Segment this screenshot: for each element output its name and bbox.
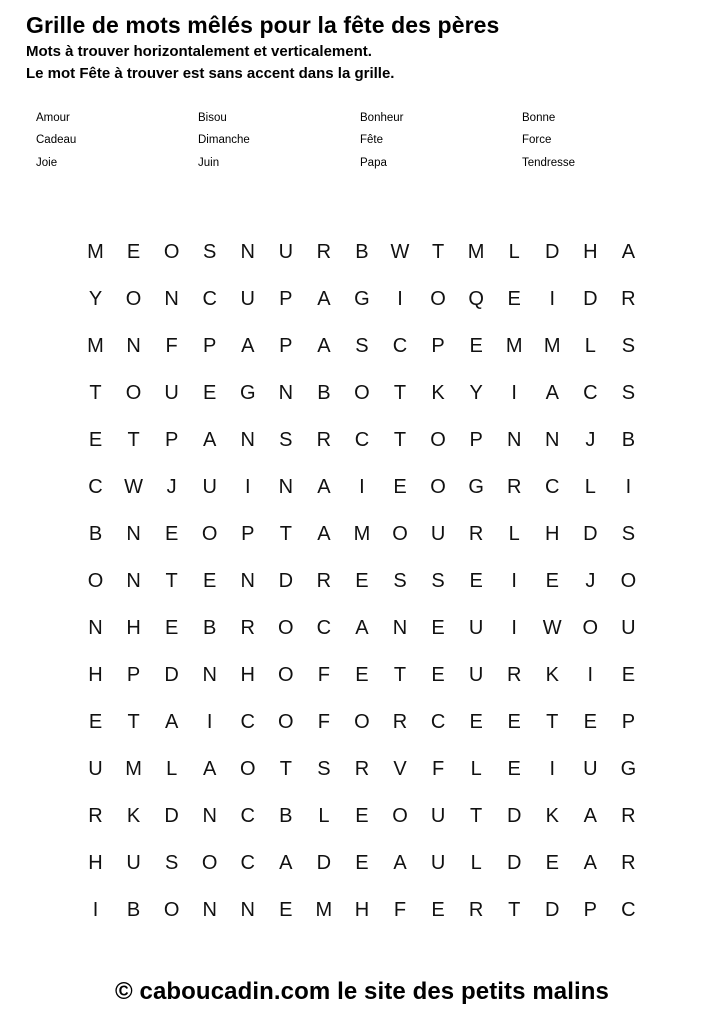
grid-cell[interactable]: U [88, 757, 103, 780]
grid-cell[interactable]: D [545, 898, 560, 921]
grid-cell[interactable]: O [239, 757, 256, 780]
grid-cell[interactable]: E [203, 381, 217, 404]
grid-cell[interactable]: E [88, 710, 103, 733]
grid-cell[interactable]: P [469, 428, 483, 451]
grid-cell[interactable]: J [585, 428, 596, 451]
grid-cell[interactable]: Y [469, 381, 483, 404]
grid-row [79, 651, 645, 698]
word-item: Amour [36, 111, 70, 124]
grid-cell[interactable]: T [127, 710, 140, 733]
grid-cell[interactable]: S [355, 334, 369, 357]
word-item: Dimanche [198, 134, 250, 147]
grid-cell[interactable]: G [239, 381, 256, 404]
grid-cell[interactable]: O [278, 616, 294, 639]
grid-row [79, 416, 645, 463]
grid-cell[interactable]: H [354, 898, 370, 921]
grid-cell[interactable]: N [545, 428, 560, 451]
word-item: Fête [360, 134, 384, 147]
word-item: Bisou [198, 111, 227, 124]
grid-cell[interactable]: W [390, 240, 410, 263]
grid-cell[interactable]: D [545, 240, 560, 263]
subtitle-line-2: Le mot Fête à trouver est sans accent dans la grille. [26, 64, 395, 82]
grid-cell[interactable]: R [316, 240, 332, 263]
grid-cell[interactable]: I [206, 710, 213, 733]
grid-cell[interactable]: A [393, 851, 407, 874]
grid-cell[interactable]: R [468, 898, 484, 921]
grid-cell[interactable]: C [240, 851, 255, 874]
grid-cell[interactable]: I [359, 475, 365, 498]
grid-cell[interactable]: J [166, 475, 177, 498]
grid-cell[interactable]: W [542, 616, 562, 639]
grid-cell[interactable]: L [470, 757, 482, 780]
grid-cell[interactable]: O [201, 851, 218, 874]
grid-cell[interactable]: C [88, 475, 103, 498]
grid-row [79, 228, 645, 275]
grid-cell[interactable]: D [316, 851, 332, 874]
grid-cell[interactable]: I [92, 898, 99, 921]
grid-cell[interactable]: T [127, 428, 140, 451]
grid-row [79, 886, 645, 933]
grid-cell[interactable]: B [621, 428, 636, 451]
grid-row [79, 792, 645, 839]
grid-cell[interactable]: A [203, 428, 217, 451]
grid-cell[interactable]: E [545, 851, 559, 874]
grid-cell[interactable]: O [354, 710, 370, 733]
grid-cell[interactable]: F [431, 757, 445, 780]
page-header [0, 0, 724, 85]
grid-cell[interactable]: R [316, 428, 332, 451]
grid-cell[interactable]: R [621, 804, 636, 827]
grid-cell[interactable]: U [468, 663, 484, 686]
grid-cell[interactable]: D [164, 804, 179, 827]
grid-cell[interactable]: E [279, 898, 293, 921]
grid-cell[interactable]: T [393, 428, 407, 451]
grid-cell[interactable]: N [164, 287, 179, 310]
grid-cell[interactable]: U [583, 757, 598, 780]
footer-credit: © caboucadin.com le site des petits malins [114, 978, 610, 1005]
grid-cell[interactable]: S [393, 569, 407, 592]
grid-cell[interactable]: M [543, 334, 561, 357]
grid-cell[interactable]: A [317, 522, 331, 545]
grid-cell[interactable]: E [469, 569, 483, 592]
grid-cell[interactable]: N [240, 428, 255, 451]
grid-cell[interactable]: B [317, 381, 331, 404]
grid-cell[interactable]: B [203, 616, 217, 639]
grid-cell[interactable]: O [125, 381, 142, 404]
grid-cell[interactable]: I [511, 616, 517, 639]
grid-cell[interactable]: N [278, 475, 294, 498]
grid-cell[interactable]: L [508, 240, 520, 263]
grid-cell[interactable]: C [545, 475, 560, 498]
grid-cell[interactable]: E [88, 428, 103, 451]
grid-cell[interactable]: E [355, 663, 369, 686]
grid-cell[interactable]: R [354, 757, 370, 780]
grid-cell[interactable]: R [88, 804, 103, 827]
grid-cell[interactable]: Y [88, 287, 103, 310]
grid-cell[interactable]: T [89, 381, 102, 404]
grid-cell[interactable]: E [507, 710, 521, 733]
word-item: Juin [198, 156, 220, 169]
word-list-column-1 [36, 113, 198, 181]
word-search-grid [79, 228, 645, 933]
grid-row [79, 604, 645, 651]
grid-cell[interactable]: E [203, 569, 217, 592]
grid-cell[interactable]: O [392, 522, 408, 545]
grid-cell[interactable]: R [621, 287, 636, 310]
subtitle-line-1: Mots à trouver horizontalement et verticalement. [26, 43, 372, 61]
grid-cell[interactable]: P [621, 710, 636, 733]
grid-cell[interactable]: I [625, 475, 632, 498]
grid-cell[interactable]: R [316, 569, 332, 592]
grid-cell[interactable]: I [397, 287, 403, 310]
grid-cell[interactable]: S [164, 851, 179, 874]
grid-cell[interactable]: U [468, 616, 484, 639]
grid-cell[interactable]: N [202, 898, 217, 921]
grid-cell[interactable]: E [431, 898, 445, 921]
grid-cell[interactable]: A [583, 851, 597, 874]
grid-cell[interactable]: A [317, 334, 331, 357]
grid-cell[interactable]: A [355, 616, 369, 639]
grid-cell[interactable]: P [164, 428, 179, 451]
word-list-column-4 [522, 113, 684, 181]
grid-cell[interactable]: I [587, 663, 594, 686]
grid-cell[interactable]: U [240, 287, 255, 310]
grid-cell[interactable]: T [431, 240, 445, 263]
grid-cell[interactable]: N [240, 240, 255, 263]
grid-cell[interactable]: L [166, 757, 178, 780]
grid-cell[interactable]: U [126, 851, 141, 874]
word-item: Joie [36, 156, 58, 169]
grid-cell[interactable]: A [317, 475, 331, 498]
grid-cell[interactable]: B [355, 240, 369, 263]
grid-cell[interactable]: F [317, 663, 330, 686]
grid-cell[interactable]: O [201, 522, 218, 545]
grid-cell[interactable]: Q [468, 287, 484, 310]
grid-cell[interactable]: K [431, 381, 445, 404]
grid-cell[interactable]: R [240, 616, 255, 639]
grid-cell[interactable]: O [582, 616, 599, 639]
grid-cell[interactable]: F [165, 334, 178, 357]
grid-cell[interactable]: E [469, 710, 483, 733]
grid-cell[interactable]: U [430, 804, 446, 827]
grid-cell[interactable]: O [354, 381, 370, 404]
grid-cell[interactable]: W [124, 475, 143, 498]
grid-cell[interactable]: C [354, 428, 370, 451]
grid-cell[interactable]: O [125, 287, 142, 310]
grid-cell[interactable]: E [545, 569, 559, 592]
grid-cell[interactable]: C [202, 287, 217, 310]
grid-cell[interactable]: H [88, 663, 103, 686]
grid-cell[interactable]: A [279, 851, 293, 874]
grid-cell[interactable]: C [392, 334, 408, 357]
grid-cell[interactable]: C [583, 381, 598, 404]
grid-cell[interactable]: D [278, 569, 294, 592]
grid-cell[interactable]: D [164, 663, 179, 686]
grid-cell[interactable]: E [469, 334, 483, 357]
grid-cell[interactable]: M [353, 522, 371, 545]
grid-cell[interactable]: S [621, 522, 636, 545]
grid-cell[interactable]: H [88, 851, 103, 874]
grid-cell[interactable]: E [164, 616, 179, 639]
grid-cell[interactable]: P [126, 663, 141, 686]
word-item: Papa [360, 156, 387, 169]
grid-cell[interactable]: H [126, 616, 141, 639]
grid-cell[interactable]: E [507, 757, 521, 780]
grid-cell[interactable]: E [355, 569, 369, 592]
grid-cell[interactable]: N [88, 616, 103, 639]
grid-cell[interactable]: H [583, 240, 598, 263]
grid-cell[interactable]: S [279, 428, 293, 451]
grid-cell[interactable]: D [506, 851, 522, 874]
grid-row [79, 369, 645, 416]
word-item: Bonheur [360, 111, 404, 124]
grid-cell[interactable]: R [392, 710, 408, 733]
grid-cell[interactable]: S [203, 240, 217, 263]
grid-cell[interactable]: G [468, 475, 484, 498]
grid-cell[interactable]: U [202, 475, 217, 498]
grid-cell[interactable]: K [545, 804, 559, 827]
page-subtitle [26, 41, 724, 85]
word-item: Bonne [522, 111, 556, 124]
grid-cell[interactable]: U [278, 240, 294, 263]
grid-cell[interactable]: T [546, 710, 559, 733]
grid-cell[interactable]: I [511, 569, 517, 592]
grid-row [79, 745, 645, 792]
word-item: Tendresse [522, 156, 576, 169]
grid-cell[interactable]: N [126, 334, 141, 357]
grid-cell[interactable]: B [279, 804, 293, 827]
grid-cell[interactable]: O [163, 898, 180, 921]
grid-cell[interactable]: U [430, 522, 446, 545]
grid-cell[interactable]: N [240, 569, 255, 592]
grid-cell[interactable]: M [505, 334, 523, 357]
grid-cell[interactable]: G [354, 287, 370, 310]
grid-cell[interactable]: R [506, 663, 522, 686]
grid-cell[interactable]: E [507, 287, 521, 310]
grid-cell[interactable]: G [620, 757, 637, 780]
grid-cell[interactable]: E [431, 663, 445, 686]
grid-cell[interactable]: N [126, 522, 141, 545]
grid-cell[interactable]: N [202, 663, 217, 686]
grid-cell[interactable]: P [279, 287, 293, 310]
grid-cell[interactable]: C [621, 898, 636, 921]
grid-cell[interactable]: A [621, 240, 636, 263]
grid-cell[interactable]: T [508, 898, 521, 921]
grid-cell[interactable]: P [203, 334, 217, 357]
grid-cell[interactable]: A [164, 710, 179, 733]
page-title: Grille de mots mêlés pour la fête des pères [26, 12, 500, 38]
word-list-column-3 [360, 113, 522, 181]
grid-cell[interactable]: I [549, 287, 556, 310]
grid-cell[interactable]: L [470, 851, 482, 874]
grid-cell[interactable]: T [393, 663, 407, 686]
grid-cell[interactable]: M [315, 898, 333, 921]
grid-cell[interactable]: T [393, 381, 407, 404]
grid-cell[interactable]: O [87, 569, 104, 592]
grid-cell[interactable]: S [317, 757, 331, 780]
word-item: Force [522, 134, 552, 147]
grid-cell[interactable]: N [506, 428, 522, 451]
grid-cell[interactable]: A [583, 804, 597, 827]
grid-row [79, 510, 645, 557]
grid-cell[interactable]: A [241, 334, 255, 357]
grid-cell[interactable]: C [240, 710, 255, 733]
word-list [0, 113, 724, 181]
grid-row [79, 322, 645, 369]
grid-cell[interactable]: M [467, 240, 485, 263]
grid-cell[interactable]: O [430, 428, 446, 451]
grid-cell[interactable]: E [431, 616, 445, 639]
grid-cell[interactable]: F [393, 898, 407, 921]
grid-cell[interactable]: L [584, 475, 596, 498]
grid-cell[interactable]: E [583, 710, 597, 733]
grid-cell[interactable]: N [278, 381, 294, 404]
grid-cell[interactable]: A [545, 381, 559, 404]
grid-cell[interactable]: C [430, 710, 446, 733]
grid-cell[interactable]: I [549, 757, 556, 780]
grid-cell[interactable]: P [583, 898, 597, 921]
word-item: Cadeau [36, 134, 77, 147]
grid-cell[interactable]: P [241, 522, 255, 545]
grid-cell[interactable]: D [583, 287, 598, 310]
grid-cell[interactable]: D [583, 522, 598, 545]
grid-cell[interactable]: N [392, 616, 408, 639]
grid-cell[interactable]: C [316, 616, 332, 639]
grid-cell[interactable]: A [317, 287, 331, 310]
grid-cell[interactable]: E [126, 240, 141, 263]
grid-row [79, 557, 645, 604]
grid-cell[interactable]: H [240, 663, 255, 686]
grid-cell[interactable]: F [317, 710, 330, 733]
grid-cell[interactable]: R [621, 851, 636, 874]
grid-cell[interactable]: U [164, 381, 179, 404]
grid-cell[interactable]: O [278, 710, 294, 733]
grid-cell[interactable]: C [240, 804, 255, 827]
grid-cell[interactable]: M [125, 757, 142, 780]
grid-cell[interactable]: T [165, 569, 178, 592]
grid-row [79, 698, 645, 745]
grid-row [79, 275, 645, 322]
grid-cell[interactable]: T [279, 522, 292, 545]
grid-cell[interactable]: E [164, 522, 179, 545]
grid-cell[interactable]: P [431, 334, 445, 357]
grid-row [79, 839, 645, 886]
grid-row [79, 463, 645, 510]
grid-cell[interactable]: N [202, 804, 217, 827]
grid-cell[interactable]: K [126, 804, 141, 827]
grid-cell[interactable]: S [621, 381, 636, 404]
grid-cell[interactable]: I [511, 381, 517, 404]
grid-cell[interactable]: P [279, 334, 293, 357]
grid-cell[interactable]: O [620, 569, 637, 592]
grid-cell[interactable]: O [278, 663, 294, 686]
grid-cell[interactable]: A [203, 757, 217, 780]
grid-cell[interactable]: U [430, 851, 446, 874]
grid-cell[interactable]: M [87, 334, 104, 357]
grid-cell[interactable]: O [430, 287, 446, 310]
grid-cell[interactable]: R [468, 522, 484, 545]
grid-cell[interactable]: O [392, 804, 408, 827]
grid-cell[interactable]: V [393, 757, 407, 780]
grid-cell[interactable]: L [584, 334, 596, 357]
grid-cell[interactable]: E [355, 851, 369, 874]
grid-cell[interactable]: N [240, 898, 255, 921]
grid-cell[interactable]: N [126, 569, 141, 592]
grid-cell[interactable]: S [621, 334, 636, 357]
grid-cell[interactable]: T [470, 804, 483, 827]
word-list-column-2 [198, 113, 360, 181]
grid-cell[interactable]: E [621, 663, 636, 686]
grid-cell[interactable]: R [506, 475, 522, 498]
grid-cell[interactable]: D [506, 804, 522, 827]
grid-cell[interactable]: I [244, 475, 251, 498]
grid-cell[interactable]: S [431, 569, 445, 592]
grid-cell[interactable]: L [508, 522, 520, 545]
grid-cell[interactable]: T [279, 757, 292, 780]
grid-cell[interactable]: E [393, 475, 407, 498]
grid-cell[interactable]: L [318, 804, 330, 827]
grid-cell[interactable]: O [163, 240, 180, 263]
grid-cell[interactable]: H [545, 522, 560, 545]
grid-cell[interactable]: K [545, 663, 559, 686]
grid-cell[interactable]: J [585, 569, 596, 592]
grid-cell[interactable]: O [430, 475, 446, 498]
grid-cell[interactable]: U [621, 616, 636, 639]
grid-cell[interactable]: E [355, 804, 369, 827]
grid-cell[interactable]: B [126, 898, 141, 921]
grid-cell[interactable]: M [87, 240, 104, 263]
grid-cell[interactable]: B [88, 522, 103, 545]
